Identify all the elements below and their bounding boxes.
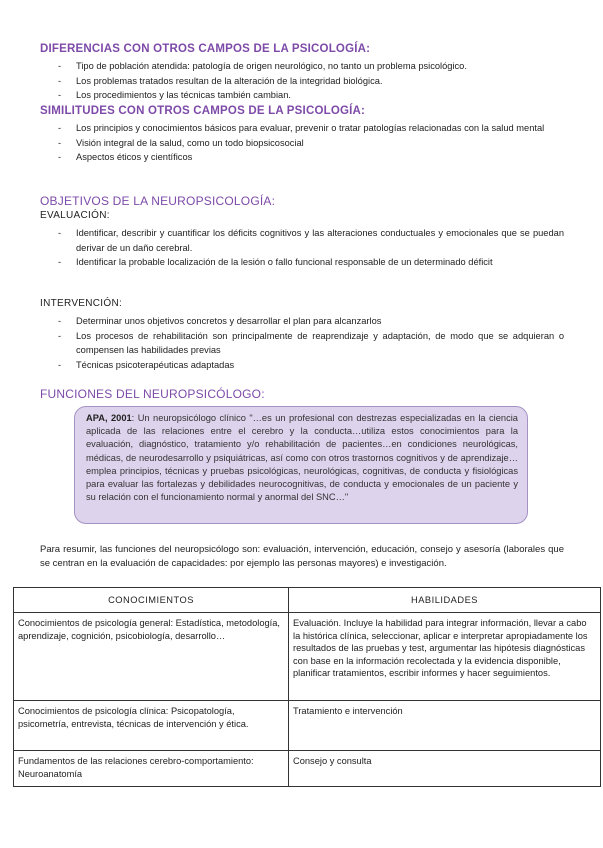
evaluacion-label: EVALUACIÓN: bbox=[40, 210, 110, 221]
similitudes-list bbox=[40, 121, 564, 165]
table-cell: Consejo y consulta bbox=[289, 751, 601, 787]
quote-source: APA, 2001 bbox=[86, 413, 132, 423]
list-item: - Los procedimientos y las técnicas también cambian. bbox=[58, 90, 291, 100]
table-cell: Fundamentos de las relaciones cerebro-comportamiento: Neuroanatomía bbox=[14, 751, 289, 787]
evaluacion-list bbox=[40, 226, 564, 270]
heading-funciones: FUNCIONES DEL NEUROPSICÓLOGO: bbox=[40, 387, 265, 401]
table-cell: Tratamiento e intervención bbox=[289, 701, 601, 751]
list-item: - Los problemas tratados resultan de la alteración de la integridad biológica. bbox=[58, 75, 383, 86]
intervencion-label: INTERVENCIÓN: bbox=[40, 298, 123, 309]
conocimientos-habilidades-table bbox=[13, 587, 601, 787]
list-item: - Tipo de población atendida: patología de origen neurológico, no tanto un problema psicológico. bbox=[58, 61, 467, 71]
list-item: - Identificar, describir y cuantificar los déficits cognitivos y las alteraciones conductuales y emocionales que se puedan derivar de un daño cerebral. bbox=[58, 228, 564, 253]
diferencias-list bbox=[40, 59, 564, 103]
column-header-conocimientos: CONOCIMIENTOS bbox=[14, 588, 289, 613]
quote-text: : Un neuropsicólogo clínico "…es un profesional con destrezas especializadas en la ciencia aplicada de las relaciones entre el cerebro y la conducta…utiliza estos conocimientos para la evaluación, diagnóstico, tratamiento y/o rehabilitación de pacientes…en condiciones neurológicas, médicas, de neurodesarrollo y psiquiátricas, así como con otros trastornos cognitivos y de aprendizaje…emplea principios, técnicas y pruebas psicológicas, neurológicas, cognitivas, de conducta y fisiológicas para evaluar las fortalezas y debilidades neurocognitivas, de conducta y emocionales de un paciente y su relación con el funcionamiento normal y anormal del SNC…" bbox=[86, 413, 518, 503]
list-item: - Identificar la probable localización de la lesión o fallo funcional responsable de un determinado déficit bbox=[58, 257, 493, 267]
table-cell: Conocimientos de psicología clínica: Psicopatología, psicometría, entrevista, técnicas de intervención y ética. bbox=[14, 701, 289, 751]
list-item: - Los procesos de rehabilitación son principalmente de reaprendizaje y adaptación, de modo que se adquieran o compensen las habilidades previas bbox=[58, 330, 564, 355]
table-header-row bbox=[14, 588, 601, 613]
apa-quote-box bbox=[74, 406, 528, 524]
heading-diferencias: DIFERENCIAS CON OTROS CAMPOS DE LA PSICOLOGÍA: bbox=[40, 43, 371, 55]
list-item: - Aspectos éticos y científicos bbox=[58, 152, 193, 162]
list-item: - Los principios y conocimientos básicos para evaluar, prevenir o tratar patologías relacionadas con la salud mental bbox=[58, 123, 545, 133]
column-header-habilidades: HABILIDADES bbox=[289, 588, 601, 613]
table-row bbox=[14, 613, 601, 701]
list-item: - Técnicas psicoterapéuticas adaptadas bbox=[58, 359, 235, 370]
summary-paragraph: Para resumir, las funciones del neuropsicólogo son: evaluación, intervención, educación, consejo y asesoría (laborales que se centran en la evaluación de capacidades: por ejemplo las personas mayores) e investigación. bbox=[40, 544, 564, 569]
heading-objetivos: OBJETIVOS DE LA NEUROPSICOLOGÍA: bbox=[40, 194, 276, 208]
table-row bbox=[14, 751, 601, 787]
list-item: - Determinar unos objetivos concretos y desarrollar el plan para alcanzarlos bbox=[58, 316, 382, 326]
table-cell: Evaluación. Incluye la habilidad para integrar información, llevar a cabo la histórica clínica, seleccionar, aplicar e interpretar apropiadamente los resultados de las pruebas y test, argumentar las hipótesis diagnósticas con base en la información recolectada y la evidencia disponible, planificar tratamientos, escribir informes y hacer seguimientos. bbox=[289, 613, 601, 701]
list-item: - Visión integral de la salud, como un todo biopsicosocial bbox=[58, 137, 304, 148]
table-cell: Conocimientos de psicología general: Estadística, metodología, aprendizaje, cognición, psicobiología, desarrollo… bbox=[14, 613, 289, 701]
intervencion-list bbox=[40, 314, 564, 372]
table-row bbox=[14, 701, 601, 751]
heading-similitudes: SIMILITUDES CON OTROS CAMPOS DE LA PSICOLOGÍA: bbox=[40, 105, 366, 117]
